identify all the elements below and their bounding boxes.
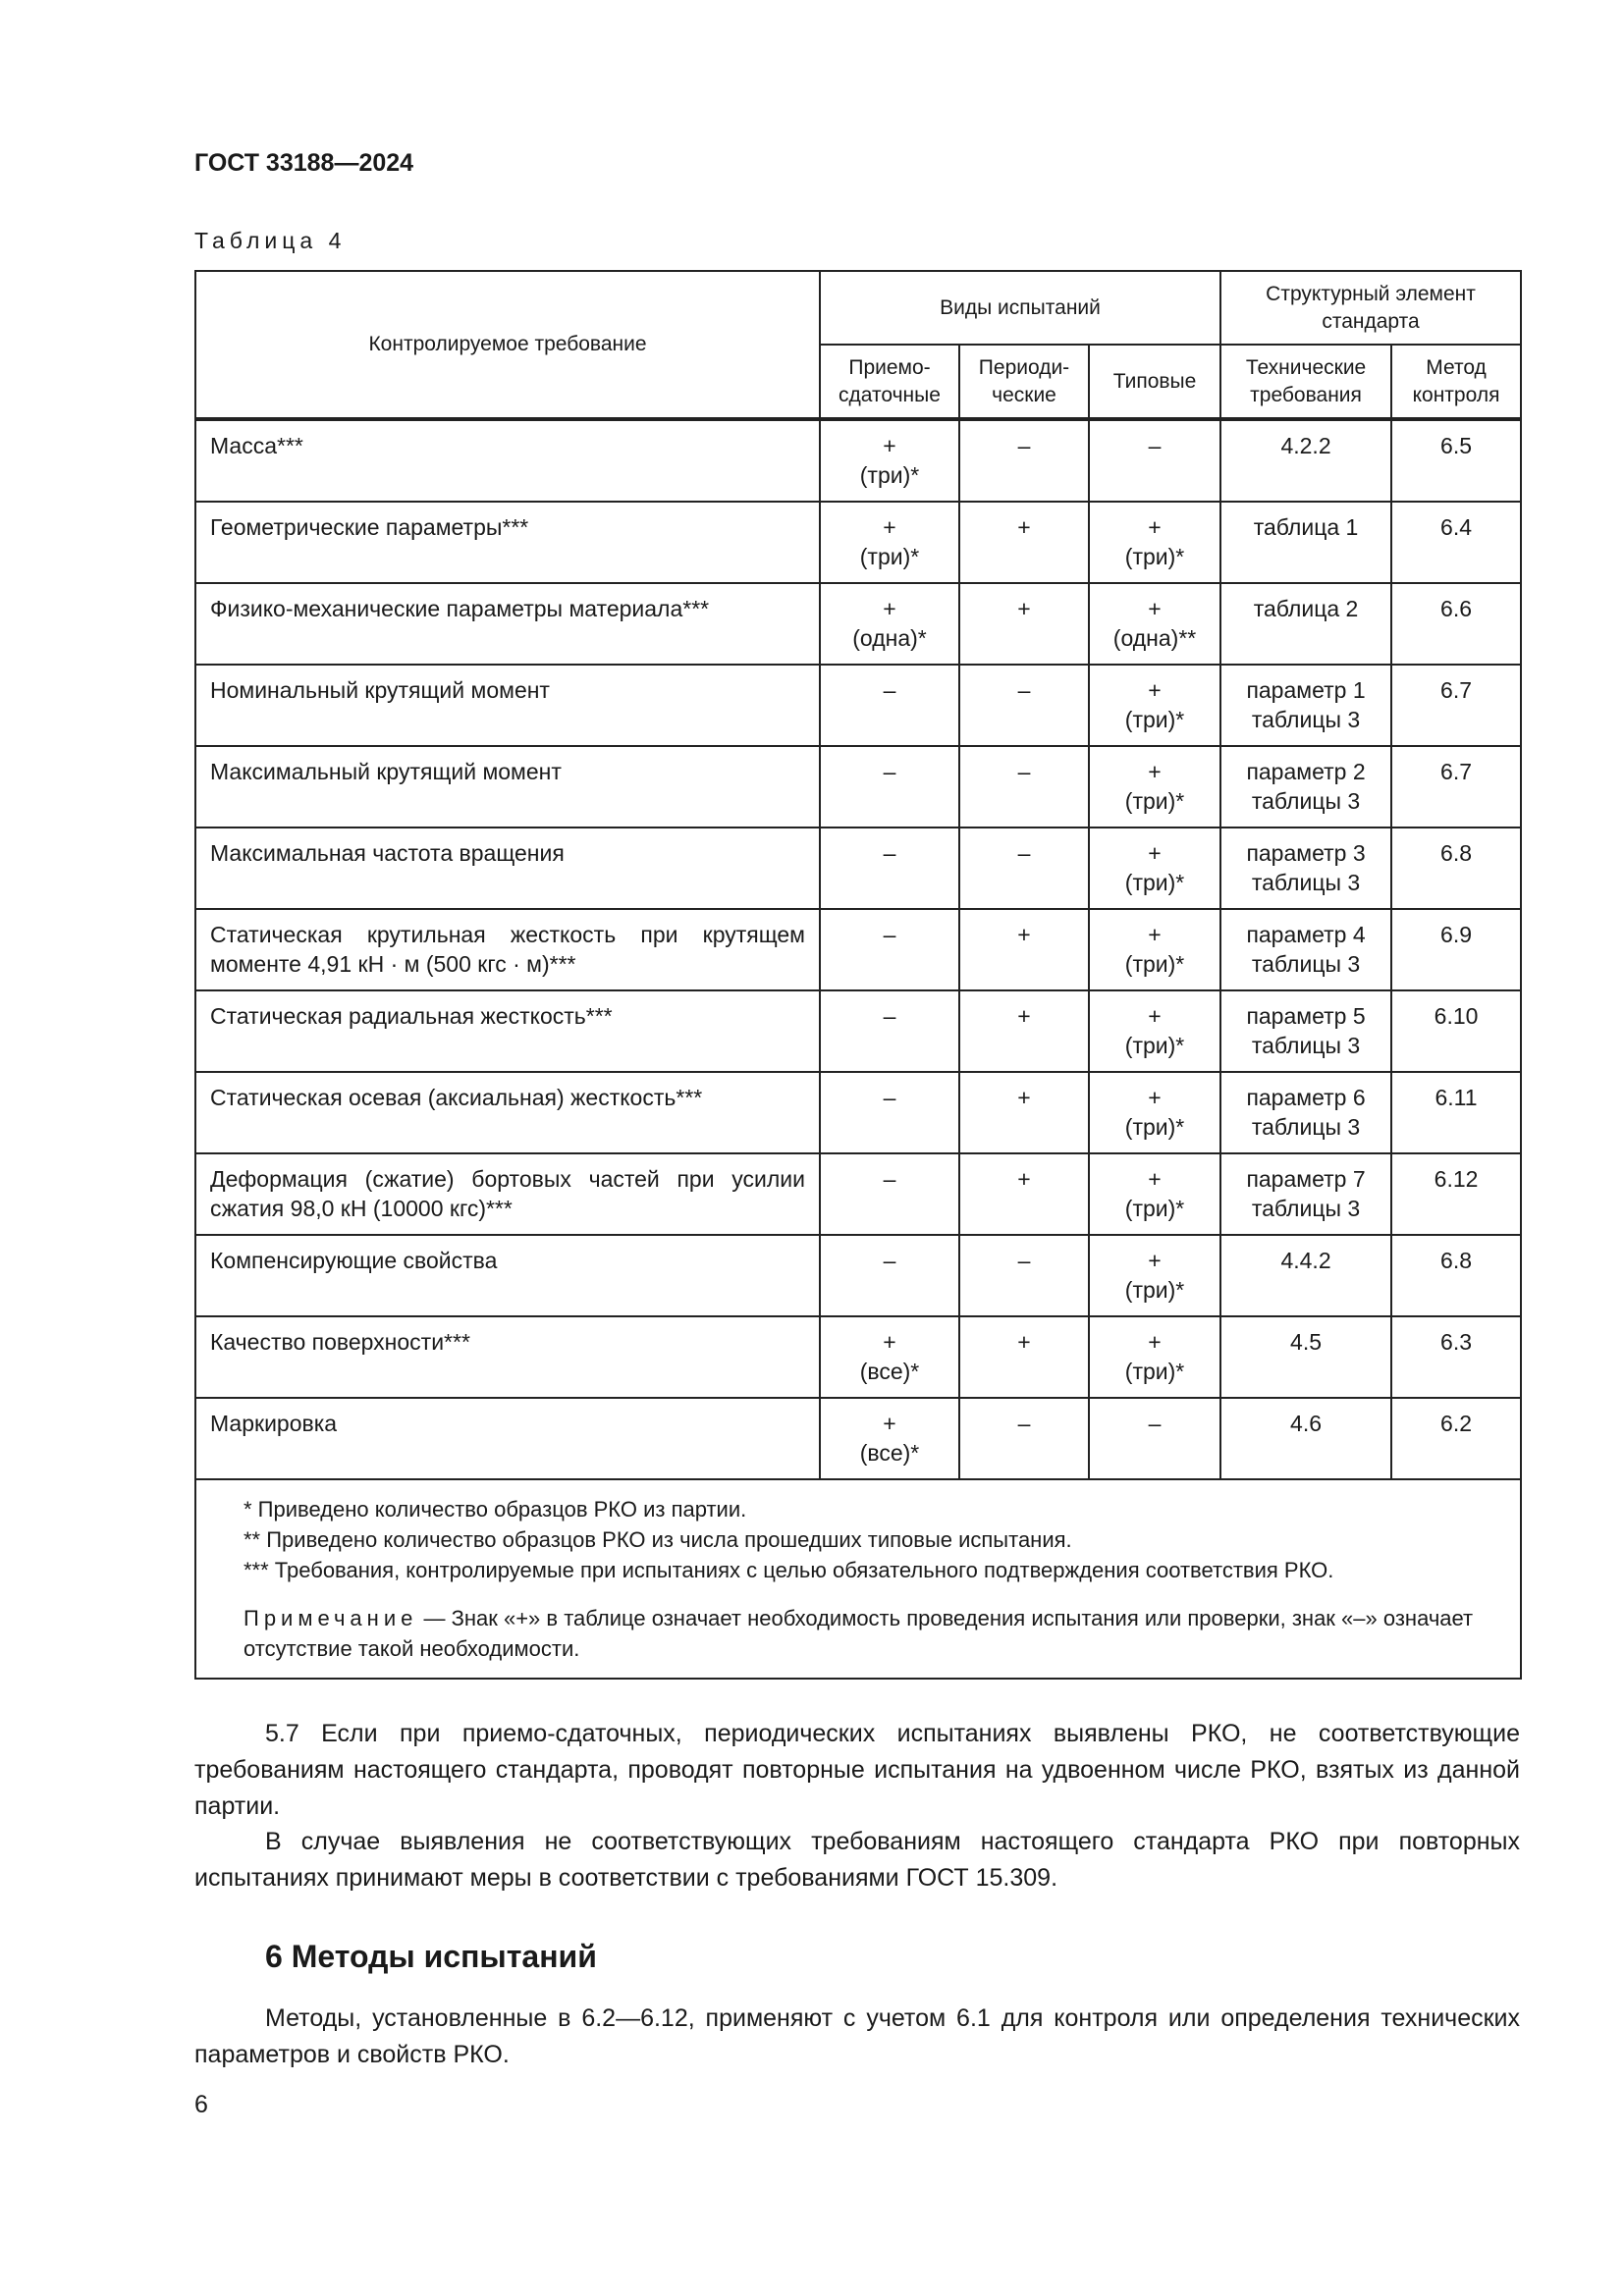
cell-tech-req [1220, 1072, 1391, 1153]
table-row [195, 1072, 1521, 1153]
cell-acceptance-line: – [883, 1248, 896, 1273]
cell-tech-req-line: параметр 1 [1246, 677, 1366, 703]
cell-periodic [959, 990, 1089, 1072]
cell-requirement-line: Геометрические параметры*** [210, 514, 529, 540]
cell-periodic [959, 502, 1089, 583]
cell-method: 6.7 [1391, 746, 1521, 828]
cell-requirement [195, 1235, 820, 1316]
paragraph-5-7-continued: В случае выявления не соответствующих требованиям настоящего стандарта РКО при повторных испытаниях принимают меры в соответствии с требованиями ГОСТ 15.309. [194, 1828, 1520, 1892]
cell-method: 6.3 [1391, 1316, 1521, 1398]
cell-tech-req [1220, 665, 1391, 746]
table-row [195, 665, 1521, 746]
cell-requirement [195, 502, 820, 583]
table-row [195, 1235, 1521, 1316]
cell-requirement-line: Масса*** [210, 433, 303, 458]
header-type-tests: Типовые [1089, 345, 1220, 419]
cell-type-tests-line: + [1148, 759, 1162, 784]
cell-periodic [959, 909, 1089, 990]
cell-requirement [195, 1072, 820, 1153]
cell-type-tests-line: (три)* [1124, 1114, 1185, 1140]
cell-tech-req-line: таблица 1 [1253, 514, 1359, 540]
cell-type-tests-line: + [1148, 1248, 1162, 1273]
header-method: Метод контроля [1391, 345, 1521, 419]
cell-requirement-line: Компенсирующие свойства [210, 1248, 498, 1273]
cell-type-tests-line: (одна)** [1112, 625, 1197, 651]
cell-tech-req-line: параметр 7 [1246, 1166, 1366, 1192]
cell-type-tests-line: + [1148, 514, 1162, 540]
footnote: ** Приведено количество образцов РКО из числа прошедших типовые испытания. [244, 1527, 1072, 1552]
cell-type-tests-line: (три)* [1124, 870, 1185, 895]
cell-acceptance-line: – [883, 1166, 896, 1192]
cell-tech-req [1220, 583, 1391, 665]
cell-tech-req [1220, 1153, 1391, 1235]
cell-acceptance-line: (одна)* [852, 625, 927, 651]
cell-type-tests-line: (три)* [1124, 707, 1185, 732]
cell-tech-req-line: параметр 2 [1246, 759, 1366, 784]
footnote: * Приведено количество образцов РКО из партии. [244, 1497, 747, 1522]
cell-acceptance-line: – [883, 677, 896, 703]
cell-periodic [959, 1235, 1089, 1316]
cell-type-tests [1089, 1153, 1220, 1235]
cell-periodic-line: + [1017, 922, 1031, 947]
cell-periodic [959, 1072, 1089, 1153]
cell-tech-req [1220, 828, 1391, 909]
cell-acceptance [820, 1153, 959, 1235]
table-row [195, 909, 1521, 990]
cell-requirement [195, 990, 820, 1072]
cell-method: 6.2 [1391, 1398, 1521, 1479]
table-row [195, 1153, 1521, 1235]
cell-periodic [959, 746, 1089, 828]
cell-requirement [195, 1398, 820, 1479]
cell-type-tests [1089, 746, 1220, 828]
cell-acceptance-line: + [883, 514, 896, 540]
cell-type-tests-line: + [1148, 1085, 1162, 1110]
cell-tech-req-line: таблица 2 [1253, 596, 1359, 621]
cell-method: 6.5 [1391, 419, 1521, 502]
table-row [195, 419, 1521, 502]
cell-method: 6.4 [1391, 502, 1521, 583]
header-acceptance: Приемо- сдаточные [820, 345, 959, 419]
cell-type-tests [1089, 665, 1220, 746]
cell-periodic [959, 828, 1089, 909]
cell-type-tests-line: (три)* [1124, 544, 1185, 569]
cell-acceptance [820, 1235, 959, 1316]
cell-type-tests-line: (три)* [1124, 951, 1185, 977]
cell-requirement-line: моменте 4,91 кН · м (500 кгс · м)*** [210, 951, 576, 977]
table-caption: Таблица 4 [194, 228, 347, 253]
cell-requirement-line: Статическая осевая (аксиальная) жесткость*** [210, 1085, 703, 1110]
cell-tech-req [1220, 1398, 1391, 1479]
cell-method: 6.10 [1391, 990, 1521, 1072]
cell-type-tests [1089, 990, 1220, 1072]
footnote: *** Требования, контролируемые при испытаниях с целью обязательного подтверждения соответствия РКО. [244, 1558, 1334, 1582]
cell-acceptance-line: (три)* [859, 544, 920, 569]
cell-tech-req-line: параметр 5 [1246, 1003, 1366, 1029]
cell-periodic-line: + [1017, 1003, 1031, 1029]
table-row [195, 1316, 1521, 1398]
cell-requirement-line: Статическая крутильная жесткость при крутящем [210, 922, 805, 947]
cell-tech-req-line: параметр 6 [1246, 1085, 1366, 1110]
table-row [195, 746, 1521, 828]
cell-acceptance-line: – [883, 759, 896, 784]
table-row [195, 1398, 1521, 1479]
cell-requirement-line: Маркировка [210, 1411, 338, 1436]
cell-method: 6.6 [1391, 583, 1521, 665]
cell-type-tests [1089, 909, 1220, 990]
cell-type-tests [1089, 419, 1220, 502]
cell-requirement [195, 1316, 820, 1398]
cell-periodic [959, 583, 1089, 665]
cell-tech-req [1220, 1316, 1391, 1398]
cell-periodic [959, 1398, 1089, 1479]
table-row [195, 990, 1521, 1072]
cell-acceptance-line: (все)* [859, 1440, 920, 1466]
cell-requirement [195, 828, 820, 909]
cell-tech-req-line: таблицы 3 [1251, 788, 1361, 814]
cell-periodic [959, 665, 1089, 746]
cell-type-tests-line: + [1148, 1003, 1162, 1029]
cell-requirement-line: Максимальный крутящий момент [210, 759, 562, 784]
cell-periodic-line: – [1017, 759, 1031, 784]
cell-method: 6.9 [1391, 909, 1521, 990]
cell-periodic [959, 1153, 1089, 1235]
cell-tech-req-line: таблицы 3 [1251, 1196, 1361, 1221]
cell-type-tests-line: – [1148, 433, 1162, 458]
table-4 [194, 270, 1522, 1680]
cell-type-tests-line: (три)* [1124, 1359, 1185, 1384]
cell-periodic-line: – [1017, 677, 1031, 703]
cell-tech-req-line: 4.2.2 [1280, 433, 1331, 458]
cell-method: 6.8 [1391, 828, 1521, 909]
cell-tech-req-line: таблицы 3 [1251, 870, 1361, 895]
cell-acceptance [820, 665, 959, 746]
cell-requirement-line: Деформация (сжатие) бортовых частей при усилии [210, 1166, 805, 1192]
paragraph-5-7: 5.7 Если при приемо-сдаточных, периодических испытаниях выявлены РКО, не соответствующие требованиям настоящего стандарта, проводят повторные испытания на удвоенном числе РКО, взятых из данной партии. [194, 1720, 1520, 1820]
cell-type-tests-line: – [1148, 1411, 1162, 1436]
cell-periodic-line: – [1017, 433, 1031, 458]
cell-tech-req [1220, 419, 1391, 502]
cell-periodic-line: + [1017, 1085, 1031, 1110]
cell-acceptance-line: – [883, 922, 896, 947]
cell-acceptance-line: (все)* [859, 1359, 920, 1384]
cell-acceptance [820, 502, 959, 583]
cell-acceptance [820, 583, 959, 665]
cell-periodic-line: + [1017, 514, 1031, 540]
table-notes [195, 1479, 1521, 1679]
cell-type-tests-line: + [1148, 922, 1162, 947]
cell-periodic-line: + [1017, 596, 1031, 621]
cell-type-tests [1089, 502, 1220, 583]
cell-acceptance [820, 1072, 959, 1153]
section-title: 6 Методы испытаний [265, 1939, 597, 1974]
paragraph-6: Методы, установленные в 6.2—6.12, применяют с учетом 6.1 для контроля или определения технических параметров и свойств РКО. [194, 2004, 1520, 2068]
header-requirement: Контролируемое требование [195, 271, 820, 419]
table-row [195, 583, 1521, 665]
cell-tech-req-line: параметр 3 [1246, 840, 1366, 866]
cell-requirement [195, 419, 820, 502]
cell-acceptance-line: + [883, 1411, 896, 1436]
cell-type-tests-line: (три)* [1124, 788, 1185, 814]
cell-tech-req [1220, 909, 1391, 990]
header-struct-element: Структурный элемент стандарта [1220, 271, 1521, 345]
cell-requirement-line: Максимальная частота вращения [210, 840, 565, 866]
cell-acceptance [820, 1316, 959, 1398]
cell-tech-req-line: 4.5 [1290, 1329, 1323, 1355]
cell-tech-req-line: таблицы 3 [1251, 1033, 1361, 1058]
cell-acceptance [820, 419, 959, 502]
cell-requirement-line: Номинальный крутящий момент [210, 677, 550, 703]
cell-type-tests-line: + [1148, 1329, 1162, 1355]
cell-acceptance-line: – [883, 840, 896, 866]
cell-requirement-line: сжатия 98,0 кН (10000 кгс)*** [210, 1196, 513, 1221]
cell-periodic-line: – [1017, 1248, 1031, 1273]
cell-acceptance [820, 909, 959, 990]
cell-method: 6.7 [1391, 665, 1521, 746]
cell-type-tests-line: + [1148, 1166, 1162, 1192]
cell-type-tests-line: (три)* [1124, 1196, 1185, 1221]
cell-type-tests [1089, 1235, 1220, 1316]
header-tech-req: Технические требования [1220, 345, 1391, 419]
cell-type-tests [1089, 828, 1220, 909]
cell-periodic-line: – [1017, 840, 1031, 866]
note-text: — Знак «+» в таблице означает необходимость проведения испытания или проверки, знак «–» означает отсутствие такой необходимости. [244, 1606, 1474, 1661]
cell-tech-req-line: параметр 4 [1246, 922, 1366, 947]
cell-type-tests-line: + [1148, 840, 1162, 866]
cell-acceptance [820, 746, 959, 828]
cell-tech-req-line: таблицы 3 [1251, 1114, 1361, 1140]
cell-acceptance-line: – [883, 1003, 896, 1029]
cell-tech-req-line: таблицы 3 [1251, 707, 1361, 732]
cell-type-tests [1089, 1398, 1220, 1479]
cell-tech-req [1220, 990, 1391, 1072]
cell-type-tests-line: (три)* [1124, 1277, 1185, 1303]
note-label: Примечание [244, 1606, 418, 1630]
cell-type-tests-line: + [1148, 677, 1162, 703]
cell-type-tests-line: + [1148, 596, 1162, 621]
table-body [195, 419, 1521, 1479]
cell-acceptance [820, 990, 959, 1072]
cell-requirement-line: Физико-механические параметры материала*** [210, 596, 710, 621]
cell-acceptance-line: – [883, 1085, 896, 1110]
cell-method: 6.11 [1391, 1072, 1521, 1153]
cell-tech-req-line: 4.4.2 [1280, 1248, 1331, 1273]
cell-periodic-line: + [1017, 1166, 1031, 1192]
cell-requirement-line: Качество поверхности*** [210, 1329, 470, 1355]
cell-requirement [195, 1153, 820, 1235]
cell-acceptance-line: + [883, 596, 896, 621]
cell-periodic [959, 1316, 1089, 1398]
cell-method: 6.8 [1391, 1235, 1521, 1316]
cell-tech-req [1220, 746, 1391, 828]
cell-acceptance [820, 828, 959, 909]
cell-acceptance-line: + [883, 433, 896, 458]
table-note [244, 1603, 1500, 1664]
cell-tech-req-line: таблицы 3 [1251, 951, 1361, 977]
cell-periodic-line: + [1017, 1329, 1031, 1355]
table-row [195, 828, 1521, 909]
cell-tech-req [1220, 1235, 1391, 1316]
cell-periodic-line: – [1017, 1411, 1031, 1436]
cell-type-tests-line: (три)* [1124, 1033, 1185, 1058]
cell-requirement [195, 746, 820, 828]
cell-tech-req [1220, 502, 1391, 583]
cell-acceptance [820, 1398, 959, 1479]
cell-method: 6.12 [1391, 1153, 1521, 1235]
cell-type-tests [1089, 583, 1220, 665]
header-periodic: Периоди- ческие [959, 345, 1089, 419]
page-number: 6 [194, 2091, 208, 2118]
cell-type-tests [1089, 1316, 1220, 1398]
cell-acceptance-line: + [883, 1329, 896, 1355]
cell-requirement [195, 909, 820, 990]
cell-requirement [195, 583, 820, 665]
cell-requirement-line: Статическая радиальная жесткость*** [210, 1003, 613, 1029]
cell-periodic [959, 419, 1089, 502]
header-test-types: Виды испытаний [820, 271, 1220, 345]
cell-type-tests [1089, 1072, 1220, 1153]
cell-acceptance-line: (три)* [859, 462, 920, 488]
table-row [195, 502, 1521, 583]
document-header: ГОСТ 33188—2024 [194, 149, 414, 177]
cell-requirement [195, 665, 820, 746]
cell-tech-req-line: 4.6 [1290, 1411, 1323, 1436]
